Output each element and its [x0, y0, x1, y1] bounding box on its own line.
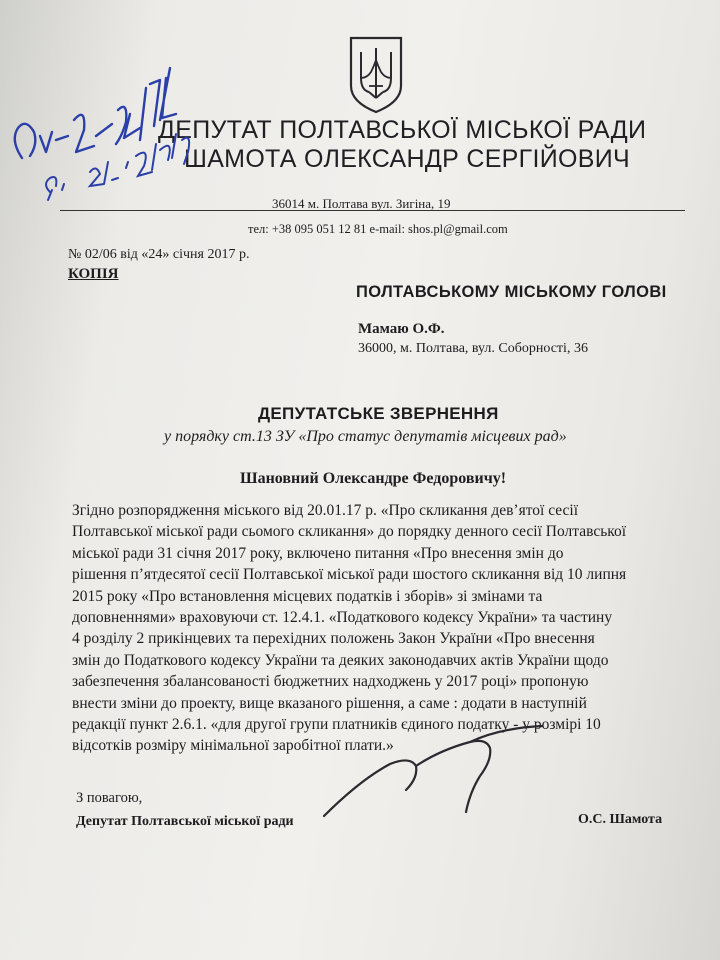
- registration-number: № 02/06 від «24» січня 2017 р.: [68, 247, 250, 262]
- addressee-name: Мамаю О.Ф.: [358, 321, 445, 337]
- header-line-2: ШАМОТА ОЛЕКСАНДР СЕРГІЙОВИЧ: [184, 145, 630, 173]
- body-line: 4 розділу 2 прикінцевих та перехідних положень Закон України «Про внесення: [72, 630, 595, 648]
- greeting: Шановний Олександре Федоровичу!: [240, 470, 507, 487]
- addressee-address: 36000, м. Полтава, вул. Соборності, 36: [358, 341, 588, 356]
- body-line: забезпечення збалансованості бюджетних надходжень у 2017 році» пропоную: [72, 673, 589, 691]
- handwritten-registration-note: [0, 40, 220, 220]
- copy-label: КОПІЯ: [68, 266, 119, 282]
- body-line: відсотків розміру мінімальної заробітної плати.»: [72, 737, 394, 755]
- sender-contacts: тел: +38 095 051 12 81 e-mail: shos.pl@gmail.com: [248, 222, 508, 236]
- body-line: міської ради 31 січня 2017 року, включено питання «Про внесення змін до: [72, 544, 564, 562]
- header-line-1: ДЕПУТАТ ПОЛТАВСЬКОЇ МІСЬКОЇ РАДИ: [158, 116, 647, 144]
- trident-emblem-icon: [347, 34, 405, 114]
- appeal-subtitle: у порядку ст.13 ЗУ «Про статус депутатів місцевих рад»: [164, 428, 567, 445]
- body-line: Згідно розпорядження міського від 20.01.17 р. «Про скликання дев’ятої сесії: [72, 502, 579, 519]
- signer-name: О.С. Шамота: [578, 812, 663, 827]
- body-text: [72, 500, 712, 757]
- appeal-title: ДЕПУТАТСЬКЕ ЗВЕРНЕННЯ: [258, 404, 499, 423]
- addressee-title: ПОЛТАВСЬКОМУ МІСЬКОМУ ГОЛОВІ: [356, 283, 667, 301]
- header-divider: [60, 210, 685, 211]
- body-line: змін до Податкового кодексу України та деяких законодавчих актів України щодо: [72, 651, 609, 669]
- body-line: рішення п’ятдесятої сесії Полтавської міської ради шостого скликання від 10 липня: [72, 566, 627, 584]
- body-line: редакції пункт 2.6.1. «для другої групи платників єдиного податку - у розмірі 10: [72, 716, 601, 734]
- sender-address: 36014 м. Полтава вул. Зигіна, 19: [272, 196, 451, 211]
- body-line: внести зміни до проекту, вище вказаного рішення, а саме : додати в наступній: [72, 694, 587, 712]
- handwritten-signature: [320, 720, 550, 830]
- body-line: доповненнями» враховуючи ст. 12.4.1. «Податкового кодексу України» та частину: [72, 609, 613, 627]
- signer-position: Депутат Полтавської міської ради: [76, 814, 294, 829]
- body-line: Полтавської міської ради сьомого скликання» до порядку денного сесії Полтавської: [72, 523, 627, 541]
- closing-regards: З повагою,: [76, 790, 143, 806]
- body-line: 2015 року «Про встановлення місцевих податків і зборів» зі змінами та: [72, 587, 543, 605]
